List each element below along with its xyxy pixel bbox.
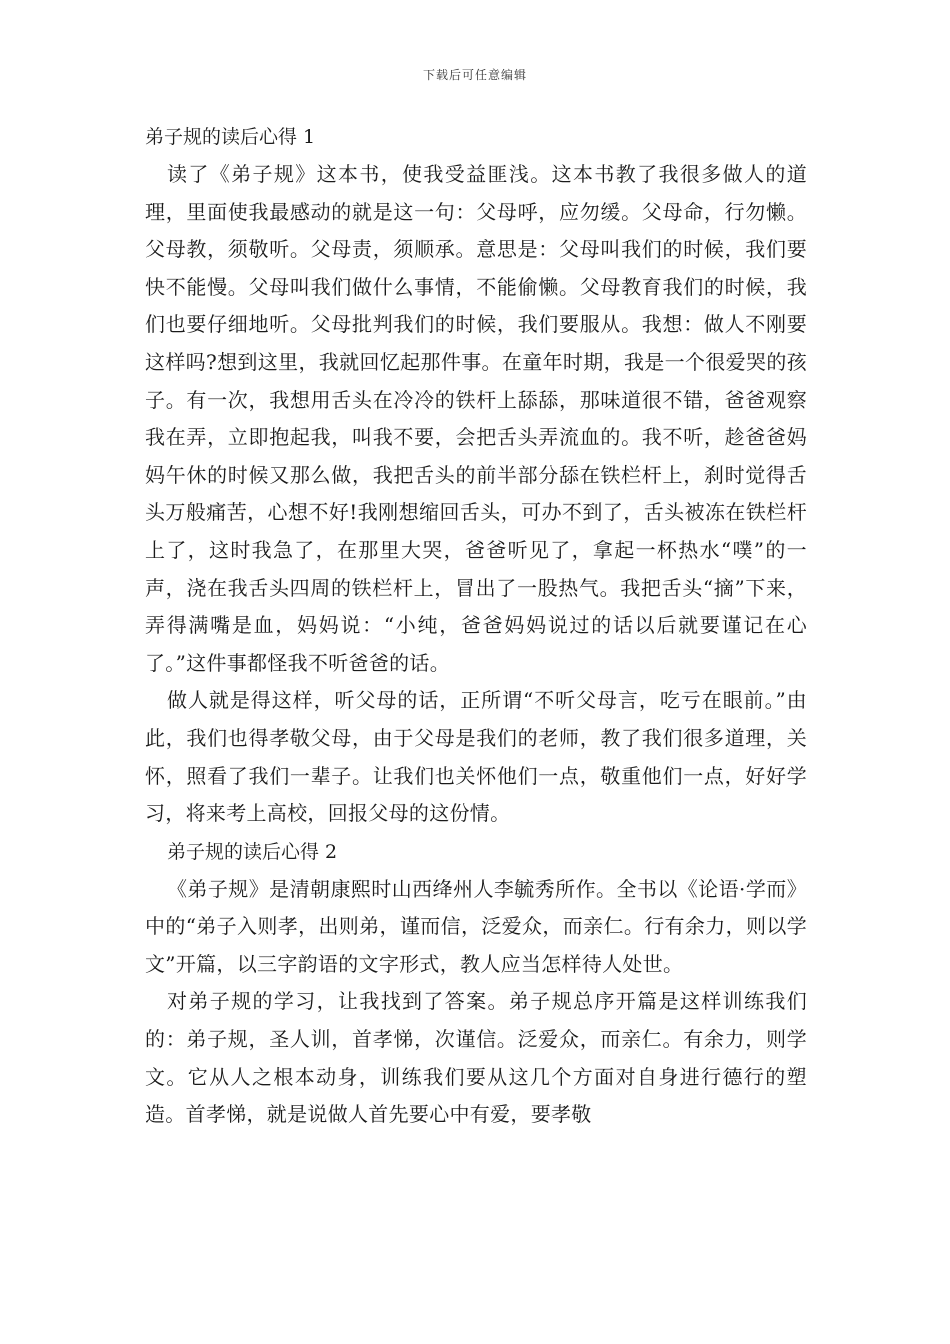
section-1-paragraph-2: 做人就是得这样，听父母的话，正所谓“不听父母言，吃亏在眼前。”由此，我们也得孝敬父母，由于父母是我们的老师，教了我们很多道理，关怀，照看了我们一辈子。让我们也关怀他们一点，敬重他们一点，好好学习，将来考上高校，回报父母的这份情。 <box>145 688 807 826</box>
section-2-paragraph-2: 对弟子规的学习，让我找到了答案。弟子规总序开篇是这样训练我们的：弟子规，圣人训，首孝悌，次谨信。泛爱众，而亲仁。有余力，则学文。它从人之根本动身，训练我们要从这几个方面对自身进行德行的塑造。首孝悌，就是说做人首先要心中有爱，要孝敬 <box>145 989 807 1127</box>
section-2-paragraph-1: 《弟子规》是清朝康熙时山西绛州人李毓秀所作。全书以《论语·学而》中的“弟子入则孝，出则弟，谨而信，泛爱众，而亲仁。行有余力，则以学文”开篇，以三字韵语的文字形式，教人应当怎样待人处世。 <box>145 876 807 976</box>
section-1-paragraph-1: 读了《弟子规》这本书，使我受益匪浅。这本书教了我很多做人的道理，里面使我最感动的就是这一句：父母呼，应勿缓。父母命，行勿懒。父母教，须敬听。父母责，须顺承。意思是：父母叫我们的时候，我们要快不能慢。父母叫我们做什么事情，不能偷懒。父母教育我们的时候，我们也要仔细地听。父母批判我们的时候，我们要服从。我想：做人不刚要这样吗?想到这里，我就回忆起那件事。在童年时期，我是一个很爱哭的孩子。有一次，我想用舌头在冷冷的铁杆上舔舔，那味道很不错，爸爸观察我在弄，立即抱起我，叫我不要，会把舌头弄流血的。我不听，趁爸爸妈妈午休的时候又那么做，我把舌头的前半部分舔在铁栏杆上，刹时觉得舌头万般痛苦，心想不好!我刚想缩回舌头，可办不到了，舌头被冻在铁栏杆上了，这时我急了，在那里大哭，爸爸听见了，拿起一杯热水“噗”的一声，浇在我舌头四周的铁栏杆上，冒出了一股热气。我把舌头“摘”下来，弄得满嘴是血，妈妈说：“小纯，爸爸妈妈说过的话以后就要谨记在心了。”这件事都怪我不听爸爸的话。 <box>145 162 807 675</box>
header-note: 下载后可任意编辑 <box>422 68 527 82</box>
document-body <box>145 118 807 1134</box>
section-1-title: 弟子规的读后心得 1 <box>145 126 316 148</box>
section-2-title: 弟子规的读后心得 2 <box>167 840 338 863</box>
